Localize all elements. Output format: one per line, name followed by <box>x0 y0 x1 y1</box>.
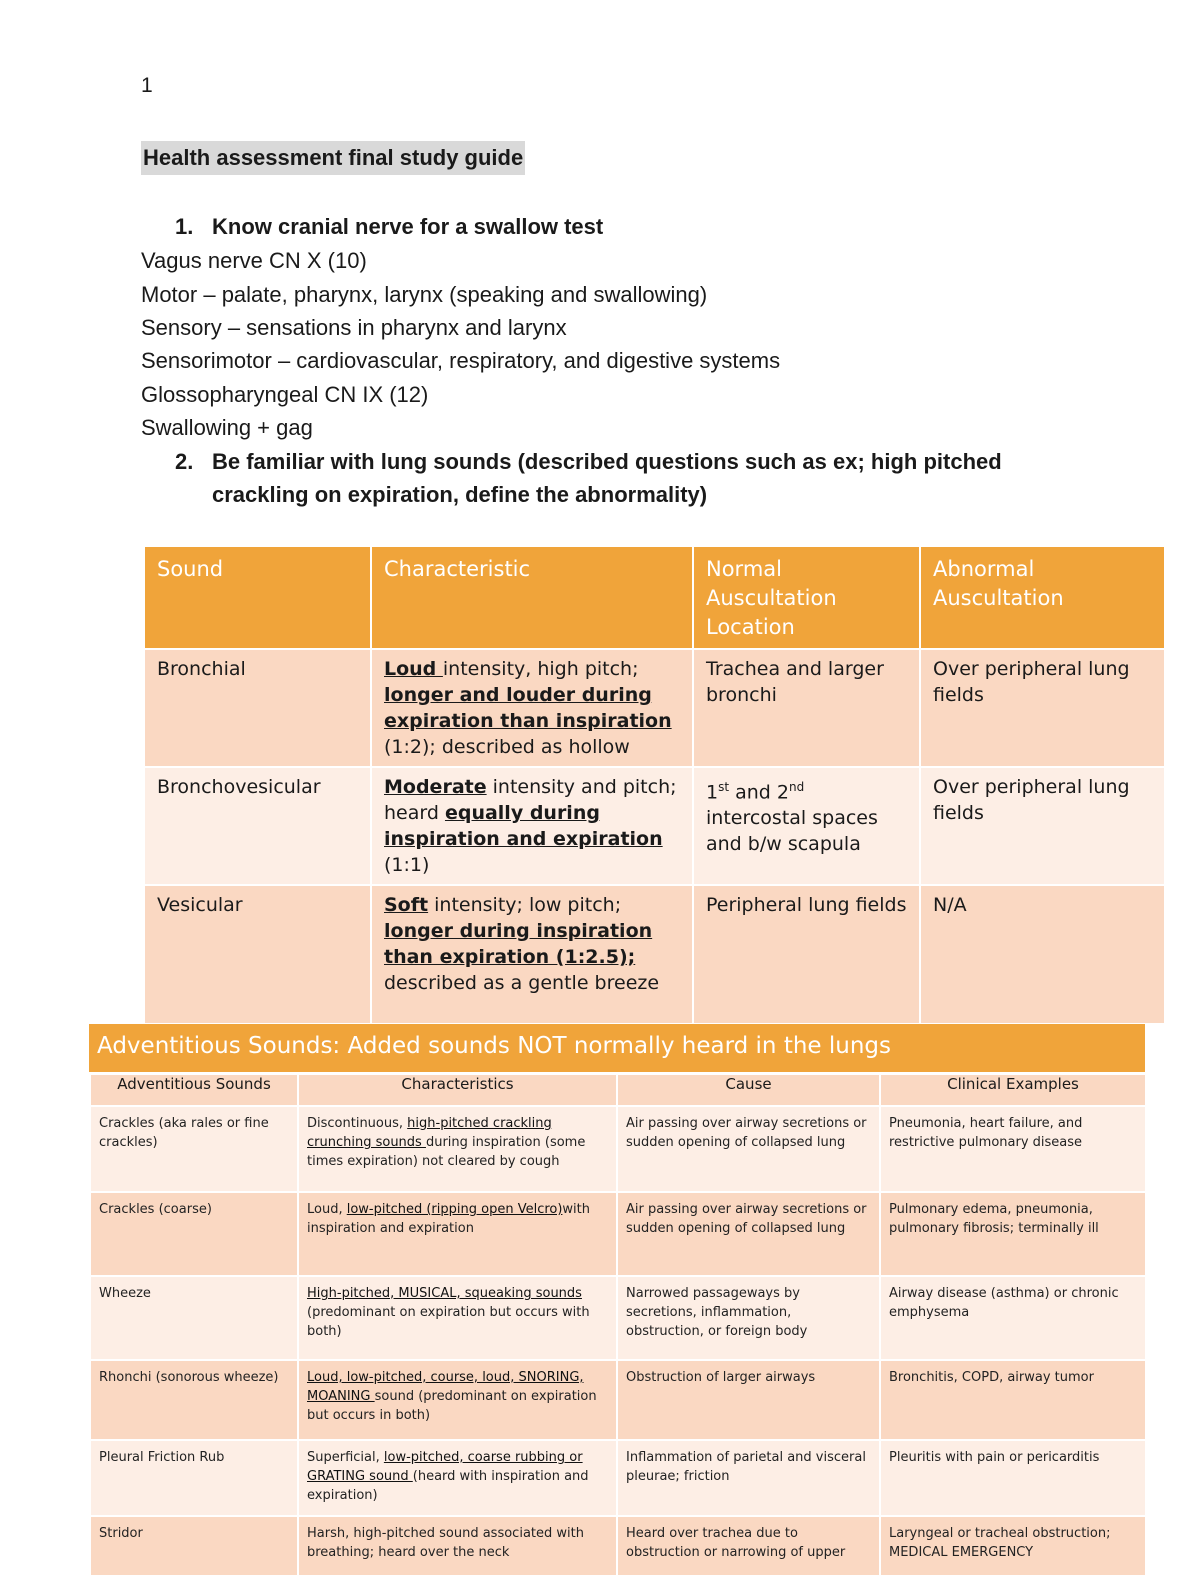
adv-characteristics <box>298 1516 617 1576</box>
adv-characteristics <box>298 1192 617 1276</box>
adv-char-pre: Harsh, high-pitched sound associated with breathing; heard over the neck <box>307 1526 584 1560</box>
adv-cause: Obstruction of larger airways <box>617 1360 880 1440</box>
section-1-number: 1. <box>175 214 194 239</box>
adv-clinical: Pneumonia, heart failure, and restrictive pulmonary disease <box>880 1106 1146 1192</box>
adv-header-sound: Adventitious Sounds <box>90 1074 298 1106</box>
adv-sound: Crackles (aka rales or fine crackles) <box>90 1106 298 1192</box>
note-line-3: Sensory – sensations in pharynx and larynx <box>141 315 567 340</box>
adv-row-pleural-friction-rub <box>90 1440 1146 1516</box>
adv-sound: Rhonchi (sonorous wheeze) <box>90 1360 298 1440</box>
adv-char-post: (heard with inspiration and expiration) <box>307 1469 589 1503</box>
adv-cause: Air passing over airway secretions or sudden opening of collapsed lung <box>617 1106 880 1192</box>
adv-char-post: (predominant on expiration but occurs with both) <box>307 1305 590 1339</box>
characteristic <box>371 767 693 885</box>
lung-sounds-table <box>143 545 1166 1025</box>
adv-header-clinical: Clinical Examples <box>880 1074 1146 1106</box>
adv-cause: Narrowed passageways by secretions, inflammation, obstruction, or foreign body <box>617 1276 880 1360</box>
adventitious-sounds-table <box>89 1073 1147 1577</box>
characteristic-key-2: equally during inspiration and expiration <box>384 802 663 850</box>
adv-row-rhonchi <box>90 1360 1146 1440</box>
lung-row-bronchial <box>144 649 1165 767</box>
adv-header-cause: Cause <box>617 1074 880 1106</box>
normal-part-b: and 2 <box>729 781 789 804</box>
abnormal-location: Over peripheral lung fields <box>920 767 1165 885</box>
header-abnormal: Abnormal Auscultation <box>920 546 1165 649</box>
normal-part-a: 1 <box>706 781 719 804</box>
adv-row-fine-crackles <box>90 1106 1146 1192</box>
note-line-2: Motor – palate, pharynx, larynx (speaking and swallowing) <box>141 282 708 307</box>
section-2-text: Be familiar with lung sounds (described questions such as ex; high pitched crackling on expiration, define the abnormality) <box>212 449 1002 507</box>
note-line-1: Vagus nerve CN X (10) <box>141 248 367 273</box>
characteristic-key-2: longer and louder during expiration than inspiration <box>384 684 672 732</box>
characteristic-key: Soft <box>384 894 429 916</box>
sound-name: Bronchial <box>144 649 371 767</box>
section-2-heading <box>175 445 1075 511</box>
normal-location <box>693 767 920 885</box>
adv-characteristics <box>298 1360 617 1440</box>
adv-clinical: Laryngeal or tracheal obstruction; MEDICAL EMERGENCY <box>880 1516 1146 1576</box>
adv-char-post: sound (predominant on expiration but occurs in both) <box>307 1389 597 1423</box>
adv-cause: Inflammation of parietal and visceral pleurae; friction <box>617 1440 880 1516</box>
adv-cause: Heard over trachea due to obstruction or narrowing of upper <box>617 1516 880 1576</box>
adv-char-pre: Discontinuous, <box>307 1116 408 1131</box>
adv-char-key: low-pitched (ripping open Velcro) <box>346 1202 563 1217</box>
adv-char-key: high-pitched crackling crunching sounds <box>307 1116 552 1150</box>
characteristic-text: intensity, high pitch; <box>442 658 639 680</box>
header-characteristic: Characteristic <box>371 546 693 649</box>
characteristic-text-2: (1:1) <box>384 854 430 876</box>
abnormal-location: N/A <box>920 885 1165 1024</box>
characteristic <box>371 649 693 767</box>
section-2-number: 2. <box>175 449 194 474</box>
note-line-6: Swallowing + gag <box>141 415 313 440</box>
adv-clinical: Pulmonary edema, pneumonia, pulmonary fibrosis; terminally ill <box>880 1192 1146 1276</box>
adv-clinical: Airway disease (asthma) or chronic emphysema <box>880 1276 1146 1360</box>
adv-characteristics <box>298 1106 617 1192</box>
adv-char-post: with inspiration and expiration <box>307 1202 591 1236</box>
normal-location: Peripheral lung fields <box>693 885 920 1024</box>
header-normal-location: Normal Auscultation Location <box>693 546 920 649</box>
lung-table-header-row <box>144 546 1165 649</box>
page-number: 1 <box>141 74 153 97</box>
adv-char-pre: Superficial, <box>307 1450 384 1465</box>
adv-char-key: Loud, low-pitched, course, loud, SNORING, MOANING <box>307 1370 584 1404</box>
adv-cause: Air passing over airway secretions or sudden opening of collapsed lung <box>617 1192 880 1276</box>
adv-header-row <box>90 1074 1146 1106</box>
characteristic-text-2: described as a gentle breeze <box>384 972 660 994</box>
characteristic-key: Moderate <box>384 776 487 798</box>
normal-location: Trachea and larger bronchi <box>693 649 920 767</box>
adv-row-stridor <box>90 1516 1146 1576</box>
note-line-4: Sensorimotor – cardiovascular, respiratory, and digestive systems <box>141 348 781 373</box>
sound-name: Bronchovesicular <box>144 767 371 885</box>
adv-sound: Stridor <box>90 1516 298 1576</box>
adv-clinical: Bronchitis, COPD, airway tumor <box>880 1360 1146 1440</box>
adv-row-wheeze <box>90 1276 1146 1360</box>
note-line-5: Glossopharyngeal CN IX (12) <box>141 382 429 407</box>
lung-row-vesicular <box>144 885 1165 1024</box>
normal-sup-2: nd <box>788 780 805 794</box>
adv-sound: Crackles (coarse) <box>90 1192 298 1276</box>
adv-clinical: Pleuritis with pain or pericarditis <box>880 1440 1146 1516</box>
adv-characteristics <box>298 1440 617 1516</box>
adv-char-post: during inspiration (some times expiration) not cleared by cough <box>307 1135 586 1169</box>
section-1-text: Know cranial nerve for a swallow test <box>212 214 604 239</box>
header-sound: Sound <box>144 546 371 649</box>
characteristic-text: intensity and pitch; heard <box>384 776 677 824</box>
adv-row-coarse-crackles <box>90 1192 1146 1276</box>
normal-part-c: intercostal spaces and b/w scapula <box>706 807 878 856</box>
document-title: Health assessment final study guide <box>141 141 525 175</box>
characteristic <box>371 885 693 1024</box>
adv-sound: Wheeze <box>90 1276 298 1360</box>
adv-characteristics <box>298 1276 617 1360</box>
sound-name: Vesicular <box>144 885 371 1024</box>
normal-sup-1: st <box>718 780 730 794</box>
abnormal-location: Over peripheral lung fields <box>920 649 1165 767</box>
adv-sound: Pleural Friction Rub <box>90 1440 298 1516</box>
adventitious-title: Adventitious Sounds: Added sounds NOT normally heard in the lungs <box>89 1024 1145 1072</box>
lung-row-bronchovesicular <box>144 767 1165 885</box>
adv-char-key: low-pitched, coarse rubbing or GRATING sound <box>307 1450 583 1484</box>
adv-header-characteristics: Characteristics <box>298 1074 617 1106</box>
adv-char-key: High-pitched, MUSICAL, squeaking sounds <box>307 1286 582 1301</box>
characteristic-key-2: longer during inspiration than expiration (1:2.5); <box>384 920 653 968</box>
section-1-heading <box>175 210 1075 243</box>
characteristic-text: intensity; low pitch; <box>428 894 622 916</box>
adv-char-pre: Loud, <box>307 1202 347 1217</box>
characteristic-key: Loud <box>384 658 443 680</box>
characteristic-text-2: (1:2); described as hollow <box>384 736 630 758</box>
